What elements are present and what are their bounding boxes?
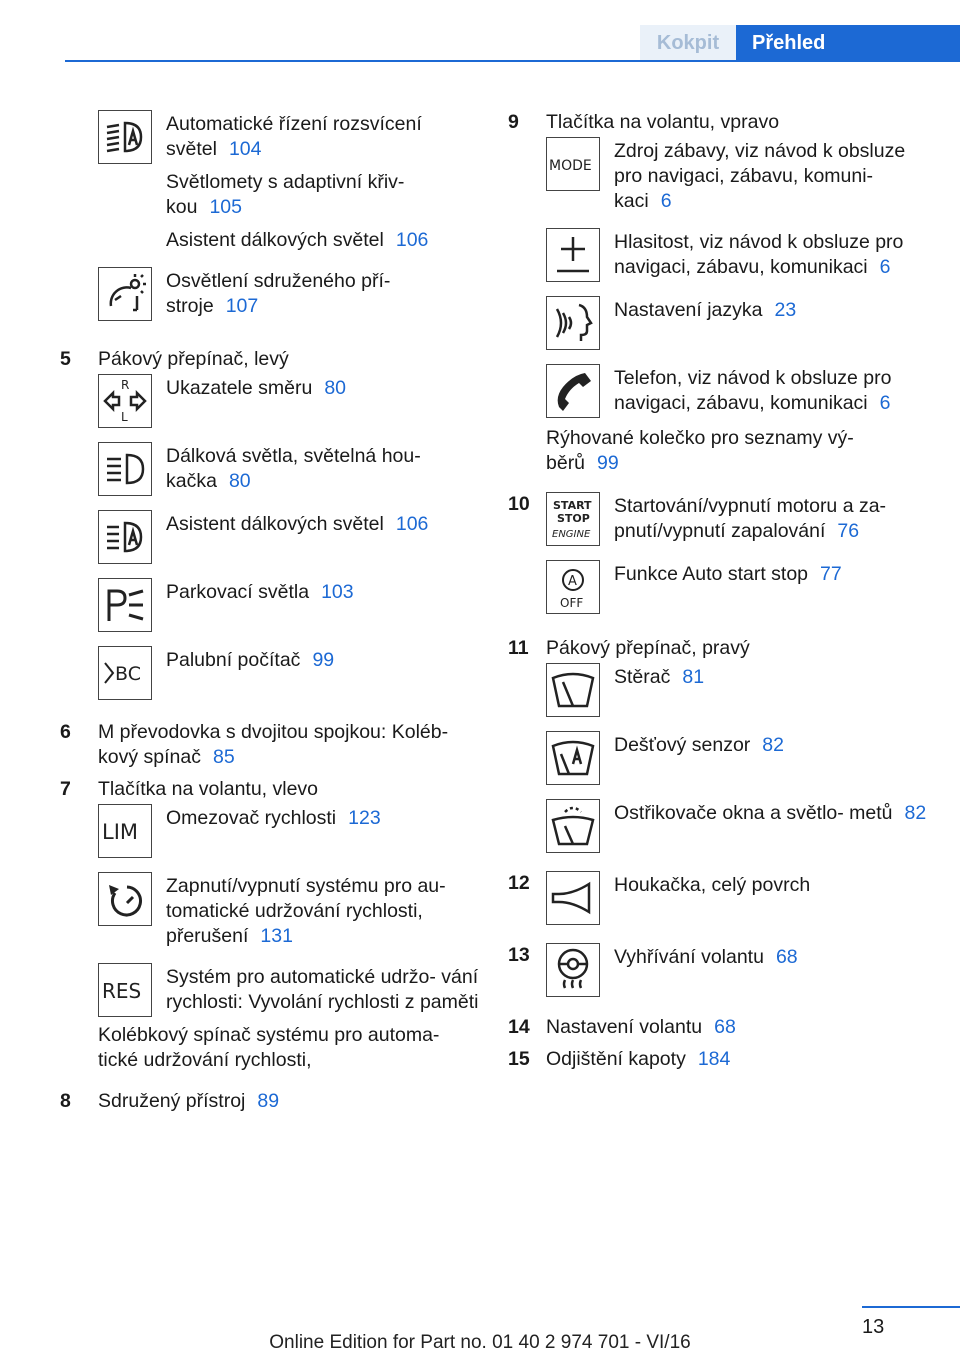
- mode-icon: [546, 137, 600, 191]
- list-item: Osvětlení sdruženého pří- stroje 107: [98, 267, 480, 321]
- right-column: [508, 110, 928, 1079]
- svg-text:LIM: LIM: [102, 820, 139, 844]
- page-ref[interactable]: 82: [762, 734, 784, 756]
- page-ref[interactable]: 99: [312, 649, 335, 671]
- rain-sensor-icon: [546, 731, 600, 785]
- page-ref[interactable]: 81: [682, 666, 705, 688]
- page-ref[interactable]: 68: [714, 1016, 736, 1038]
- page-ref[interactable]: 6: [879, 256, 891, 278]
- page-ref[interactable]: 85: [212, 746, 235, 768]
- svg-text:ENGINE: ENGINE: [552, 529, 591, 540]
- header-rule: [65, 60, 960, 62]
- horn-icon: [546, 871, 600, 925]
- turn-signal-icon: [98, 374, 152, 428]
- left-column: [60, 110, 480, 1121]
- svg-text:BC: BC: [115, 663, 141, 685]
- page-ref[interactable]: 107: [225, 295, 259, 317]
- item-number: 5: [60, 348, 71, 370]
- list-item: [60, 347, 480, 372]
- item-number: 12: [508, 872, 530, 894]
- list-item: [60, 777, 480, 802]
- page-ref[interactable]: 82: [904, 802, 927, 824]
- page-ref[interactable]: 6: [660, 190, 672, 212]
- footer-rule: [862, 1306, 960, 1308]
- svg-text:A: A: [568, 574, 577, 589]
- tab-prehled[interactable]: Přehled: [736, 25, 960, 61]
- list-item: [98, 110, 480, 253]
- list-item: 10 START STOP ENGINE Startování/vypnutí motoru a za- pnutí/vypnutí zapalování 76: [508, 492, 928, 546]
- list-item: [508, 636, 928, 661]
- page-ref[interactable]: 23: [774, 299, 797, 321]
- svg-text:START: START: [553, 499, 592, 512]
- bc-icon: [98, 646, 152, 700]
- list-item-text: Automatické řízení rozsvícení světel 104: [166, 113, 422, 160]
- page-ref[interactable]: 89: [257, 1090, 280, 1112]
- svg-text:R: R: [121, 378, 130, 392]
- note-text: Rýhované kolečko pro seznamy vý- běrů 99: [546, 427, 854, 474]
- list-item: [60, 720, 480, 770]
- list-item: [60, 1089, 480, 1114]
- high-beam-assist-icon: [98, 510, 152, 564]
- list-item: BC Palubní počítač 99: [98, 646, 480, 700]
- page-ref[interactable]: 99: [597, 452, 619, 474]
- parking-light-icon: [98, 578, 152, 632]
- list-item: Asistent dálkových světel 106: [98, 510, 480, 564]
- svg-text:RES: RES: [102, 979, 142, 1003]
- list-item: RES Systém pro automatické udržo- vání rychlosti: Vyvolání rychlosti z paměti: [98, 963, 480, 1017]
- item-text: M převodovka s dvojitou spojkou: Koléb- kový spínač 85: [98, 721, 449, 768]
- item-text: Nastavení volantu 68: [546, 1016, 736, 1038]
- svg-text:OFF: OFF: [560, 596, 584, 610]
- list-item: A OFF Funkce Auto start stop 77: [546, 560, 928, 614]
- list-item: [508, 1047, 928, 1072]
- item-text: Odjištění kapoty 184: [546, 1048, 731, 1070]
- page-ref[interactable]: 105: [209, 196, 242, 218]
- list-item: 12 Houkačka, celý povrch: [508, 871, 928, 925]
- list-item: Dálková světla, světelná hou- kačka 80: [98, 442, 480, 496]
- lim-icon: [98, 804, 152, 858]
- tab-kokpit[interactable]: Kokpit: [640, 25, 736, 61]
- list-item-text: Asistent dálkových světel 106: [166, 229, 429, 251]
- start-stop-icon: [546, 492, 600, 546]
- page-ref[interactable]: 77: [820, 563, 842, 585]
- list-item: LIM Omezovač rychlosti 123: [98, 804, 480, 858]
- heated-wheel-icon: [546, 943, 600, 997]
- list-item-text: Světlomety s adaptivní křiv- kou 105: [166, 171, 405, 218]
- note-text: Kolébkový spínač systému pro automa- tické udržování rychlosti,: [98, 1024, 440, 1071]
- list-item: MODE Zdroj zábavy, viz návod k obsluze pro navigaci, zábavu, komuni- kaci 6: [546, 137, 928, 214]
- cruise-toggle-icon: [98, 872, 152, 926]
- item-number: 13: [508, 944, 530, 966]
- item-number: 15: [508, 1048, 530, 1070]
- instrument-lighting-icon: [98, 267, 152, 321]
- item-title: Pákový přepínač, levý: [98, 348, 289, 370]
- phone-icon: [546, 364, 600, 418]
- edition-footer: Online Edition for Part no. 01 40 2 974 701 - VI/16: [269, 1332, 691, 1353]
- auto-headlight-icon: [98, 110, 152, 164]
- item-text: Sdružený přístroj 89: [98, 1090, 280, 1112]
- item-number: 6: [60, 721, 71, 743]
- list-item: Hlasitost, viz návod k obsluze pro navigaci, zábavu, komunikaci 6: [546, 228, 928, 282]
- list-item: Zapnutí/vypnutí systému pro au- tomatické udržování rychlosti, přerušení 131: [98, 872, 480, 949]
- item-title: Pákový přepínač, pravý: [546, 637, 750, 659]
- list-item: [508, 1015, 928, 1040]
- page-ref[interactable]: 106: [395, 513, 429, 535]
- wiper-icon: [546, 663, 600, 717]
- svg-text:MODE: MODE: [549, 158, 592, 174]
- auto-start-stop-icon: [546, 560, 600, 614]
- item-number: 8: [60, 1090, 71, 1112]
- page-ref[interactable]: 80: [228, 470, 251, 492]
- header-tabs: [640, 25, 960, 61]
- list-item: Nastavení jazyka 23: [546, 296, 928, 350]
- item-title: Tlačítka na volantu, vlevo: [98, 778, 319, 800]
- page-ref[interactable]: 106: [395, 229, 429, 251]
- page-ref[interactable]: 104: [228, 138, 262, 160]
- list-item: R L Ukazatele směru 80: [98, 374, 480, 428]
- page-ref[interactable]: 131: [260, 925, 293, 947]
- list-item: Ostřikovače okna a světlo- metů 82: [546, 799, 928, 853]
- res-icon: [98, 963, 152, 1017]
- svg-text:STOP: STOP: [557, 512, 590, 525]
- page-ref[interactable]: 6: [879, 392, 891, 414]
- page-ref[interactable]: 103: [321, 581, 354, 603]
- voice-icon: [546, 296, 600, 350]
- list-item: 13 Vyhřívání volantu 68: [508, 943, 928, 997]
- item-number: 7: [60, 778, 71, 800]
- item-number: 10: [508, 493, 530, 515]
- item-number: 11: [508, 637, 529, 659]
- page-ref[interactable]: 184: [697, 1048, 731, 1070]
- item-title: Tlačítka na volantu, vpravo: [546, 111, 780, 133]
- page-ref[interactable]: 80: [324, 377, 347, 399]
- list-item: [508, 110, 928, 135]
- page-number: 13: [862, 1316, 885, 1338]
- item-number: 9: [508, 111, 519, 133]
- item-number: 14: [508, 1016, 530, 1038]
- list-item: Parkovací světla 103: [98, 578, 480, 632]
- volume-icon: [546, 228, 600, 282]
- list-item: Dešťový senzor 82: [546, 731, 928, 785]
- page-ref[interactable]: 123: [348, 807, 381, 829]
- page-ref[interactable]: 76: [837, 520, 860, 542]
- high-beam-icon: [98, 442, 152, 496]
- washer-icon: [546, 799, 600, 853]
- svg-text:L: L: [121, 410, 128, 424]
- list-item: Stěrač 81: [546, 663, 928, 717]
- page-ref[interactable]: 68: [775, 946, 798, 968]
- list-item: Telefon, viz návod k obsluze pro navigaci, zábavu, komunikaci 6: [546, 364, 928, 418]
